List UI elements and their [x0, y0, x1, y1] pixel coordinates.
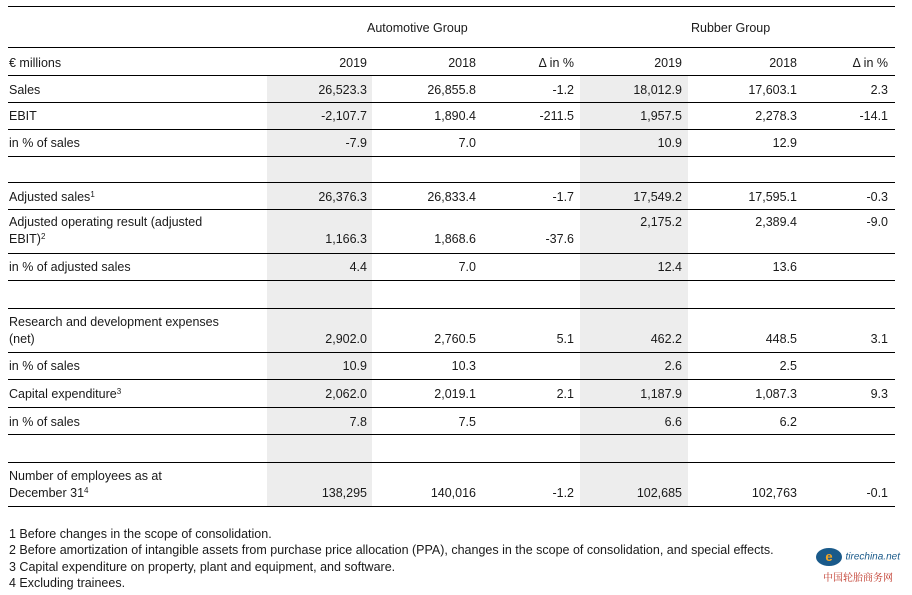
- group-header-automotive: Automotive Group: [367, 21, 468, 35]
- table-cell: 1,087.3: [755, 387, 797, 401]
- rule-row: [8, 434, 895, 435]
- unit-label: € millions: [9, 56, 62, 70]
- rule-row: [8, 102, 895, 103]
- table-cell: -211.5: [539, 109, 574, 123]
- group-header-rubber: Rubber Group: [691, 21, 771, 35]
- row-label-text: EBIT): [9, 232, 41, 246]
- table-cell: 26,833.4: [427, 190, 476, 204]
- table-cell: 140,016: [430, 486, 476, 500]
- table-cell: 1,890.4: [434, 109, 476, 123]
- rule-row: [8, 253, 895, 254]
- rule-bottom: [8, 506, 895, 507]
- col-header-rubber-2018: 2018: [769, 56, 797, 70]
- rule-header: [8, 75, 895, 76]
- row-label-rd-line1: Research and development expenses: [9, 315, 219, 329]
- table-cell: 6.6: [664, 415, 682, 429]
- table-cell: 2,278.3: [755, 109, 797, 123]
- watermark: [808, 548, 908, 592]
- table-cell: -1.2: [552, 83, 574, 97]
- table-cell: 17,595.1: [748, 190, 797, 204]
- col-header-automotive-delta: Δ in %: [538, 56, 574, 70]
- table-cell: 2,760.5: [434, 332, 476, 346]
- row-label-adjusted-ebit-line1: Adjusted operating result (adjusted: [9, 215, 203, 229]
- table-cell: -9.0: [866, 215, 888, 229]
- table-cell: 2,019.1: [434, 387, 476, 401]
- table-cell: 1,868.6: [434, 232, 476, 246]
- table-cell: 17,549.2: [633, 190, 682, 204]
- table-cell: 7.0: [458, 136, 476, 150]
- table-cell: -0.1: [866, 486, 888, 500]
- table-cell: -14.1: [859, 109, 888, 123]
- table-cell: 4.4: [349, 260, 367, 274]
- table-cell: 2.3: [870, 83, 888, 97]
- table-cell: 7.0: [458, 260, 476, 274]
- table-cell: 10.9: [342, 359, 367, 373]
- row-label-adjusted-ebit-line2: [9, 232, 45, 247]
- rule-top: [8, 6, 895, 7]
- table-cell: -1.7: [552, 190, 574, 204]
- table-cell: 138,295: [321, 486, 367, 500]
- table-cell: 9.3: [870, 387, 888, 401]
- table-cell: 462.2: [650, 332, 682, 346]
- footnote-3: 3 Capital expenditure on property, plant and equipment, and software.: [9, 560, 396, 574]
- table-cell: 17,603.1: [748, 83, 797, 97]
- table-cell: -7.9: [345, 136, 367, 150]
- footnote-ref: 3: [116, 387, 122, 396]
- table-cell: 2.1: [556, 387, 574, 401]
- rule-row: [8, 209, 895, 210]
- table-cell: 10.9: [657, 136, 682, 150]
- rule-groups: [8, 47, 895, 48]
- table-cell: 12.4: [657, 260, 682, 274]
- table-cell: 2,389.4: [755, 215, 797, 229]
- table-cell: -37.6: [545, 232, 574, 246]
- table-cell: 26,376.3: [318, 190, 367, 204]
- row-label-sales: Sales: [9, 83, 41, 97]
- footnote-ref: 4: [84, 486, 89, 495]
- row-label-employees-line1: Number of employees as at: [9, 469, 162, 483]
- rule-row: [8, 308, 895, 309]
- tire-logo-icon: e: [816, 548, 842, 566]
- row-label-text: Adjusted sales: [9, 190, 91, 204]
- table-cell: 2.6: [664, 359, 682, 373]
- row-label-text: December 31: [9, 486, 85, 500]
- table-cell: 6.2: [779, 415, 797, 429]
- table-cell: -1.2: [552, 486, 574, 500]
- footnote-1: 1 Before changes in the scope of consolidation.: [9, 527, 272, 541]
- table-cell: 102,763: [751, 486, 797, 500]
- table-cell: 7.8: [349, 415, 367, 429]
- footnote-ref: 1: [90, 190, 95, 199]
- table-cell: 2,175.2: [640, 215, 682, 229]
- table-cell: 448.5: [765, 332, 797, 346]
- table-cell: 1,187.9: [640, 387, 682, 401]
- row-label-adjusted-margin: in % of adjusted sales: [9, 260, 131, 274]
- rule-row: [8, 129, 895, 130]
- rule-row: [8, 379, 895, 380]
- row-label-adjusted-sales: [9, 190, 95, 205]
- row-label-employees-line2: [9, 486, 89, 501]
- row-label-text: Capital expenditure: [9, 387, 117, 401]
- row-label-ebit: EBIT: [9, 109, 37, 123]
- row-label-capex: [9, 387, 121, 402]
- col-header-rubber-delta: Δ in %: [852, 56, 888, 70]
- table-cell: 2,902.0: [325, 332, 367, 346]
- rule-row: [8, 407, 895, 408]
- table-cell: 1,957.5: [640, 109, 682, 123]
- table-cell: 5.1: [556, 332, 574, 346]
- table-cell: 10.3: [451, 359, 476, 373]
- footnote-2: 2 Before amortization of intangible assets from purchase price allocation (PPA), changes in the scope of consolidation, and special effects.: [9, 543, 774, 557]
- table-cell: 26,855.8: [427, 83, 476, 97]
- rule-row: [8, 182, 895, 183]
- table-cell: 2,062.0: [325, 387, 367, 401]
- row-label-rd-line2: (net): [9, 332, 35, 346]
- rule-row: [8, 280, 895, 281]
- table-cell: 12.9: [772, 136, 797, 150]
- row-label-ebit-margin: in % of sales: [9, 136, 80, 150]
- watermark-site: tirechina.net: [845, 551, 900, 563]
- rule-row: [8, 462, 895, 463]
- row-label-capex-ratio: in % of sales: [9, 415, 80, 429]
- col-header-automotive-2019: 2019: [339, 56, 367, 70]
- footnote-ref: 2: [40, 232, 46, 241]
- table-cell: 1,166.3: [325, 232, 367, 246]
- col-header-rubber-2019: 2019: [654, 56, 682, 70]
- table-cell: 7.5: [458, 415, 476, 429]
- table-cell: 102,685: [636, 486, 682, 500]
- table-cell: -2,107.7: [321, 109, 367, 123]
- table-cell: 18,012.9: [633, 83, 682, 97]
- footnote-4: 4 Excluding trainees.: [9, 576, 126, 590]
- table-cell: 26,523.3: [318, 83, 367, 97]
- watermark-name: 中国轮胎商务网: [823, 573, 893, 584]
- rule-row: [8, 156, 895, 157]
- col-header-automotive-2018: 2018: [448, 56, 476, 70]
- table-cell: 3.1: [870, 332, 888, 346]
- table-cell: 13.6: [772, 260, 797, 274]
- rule-row: [8, 352, 895, 353]
- row-label-rd-ratio: in % of sales: [9, 359, 80, 373]
- table-cell: -0.3: [866, 190, 888, 204]
- table-cell: 2.5: [779, 359, 797, 373]
